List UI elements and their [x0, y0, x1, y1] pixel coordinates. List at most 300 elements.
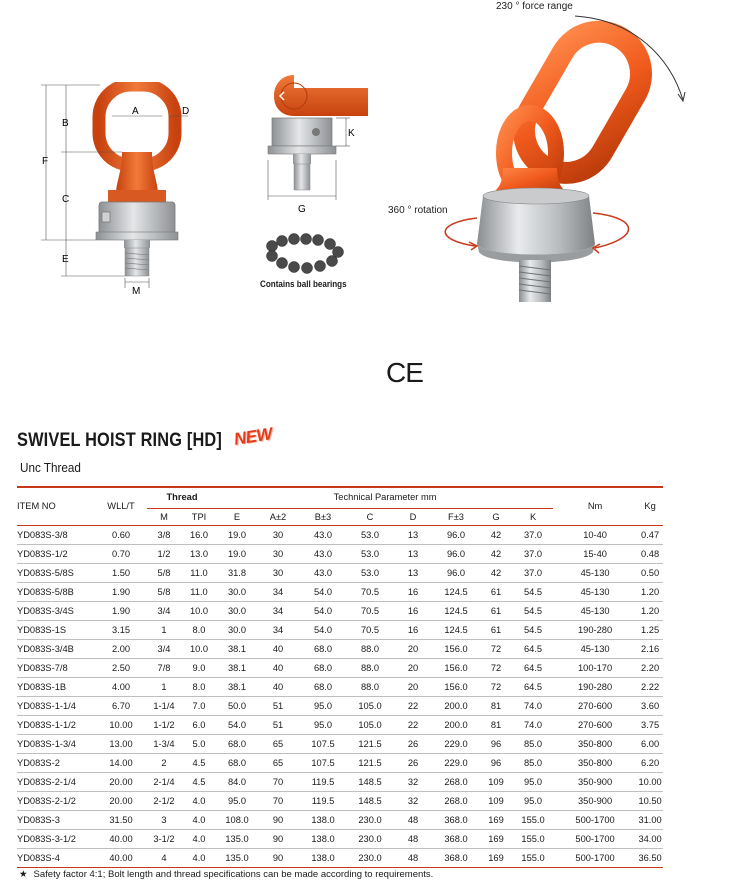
table-cell: 13 — [407, 549, 419, 559]
table-cell: 53.0 — [360, 530, 380, 540]
table-row — [17, 583, 663, 602]
table-cell: 500-1700 — [575, 834, 615, 844]
table-cell: 38.1 — [227, 663, 247, 673]
dim-a-label: A — [132, 106, 139, 117]
table-cell: 16.0 — [189, 530, 209, 540]
table-cell: 5/8 — [157, 587, 171, 597]
table-cell: 1.25 — [641, 625, 660, 635]
table-cell: 30 — [272, 549, 284, 559]
table-cell: 68.0 — [227, 758, 247, 768]
dim-f-label: F — [42, 156, 49, 167]
table-cell: 135.0 — [225, 853, 249, 863]
ball-bearings-image — [260, 232, 350, 278]
table-cell: 20 — [407, 663, 419, 673]
table-cell: 6.0 — [192, 720, 206, 730]
table-cell: YD083S-5/8S — [17, 568, 74, 578]
table-cell: 96.0 — [446, 568, 466, 578]
table-cell: YD083S-2 — [17, 758, 60, 768]
table-cell: 40 — [272, 644, 284, 654]
table-cell: 109 — [488, 777, 504, 787]
table-cell: 4.00 — [111, 682, 131, 692]
table-cell: 14.00 — [109, 758, 133, 768]
table-cell: 3 — [161, 815, 167, 825]
table-cell: 138.0 — [311, 853, 335, 863]
table-cell: 40.00 — [109, 853, 133, 863]
table-cell: 1.20 — [641, 606, 660, 616]
table-cell: 51 — [272, 701, 284, 711]
table-cell: 11.0 — [190, 587, 208, 597]
table-cell: 85.0 — [523, 758, 543, 768]
table-cell: 74.0 — [523, 701, 543, 711]
table-cell: 84.0 — [227, 777, 247, 787]
col-item-no: ITEM NO — [17, 500, 56, 511]
table-cell: 155.0 — [521, 815, 545, 825]
table-cell: 9.0 — [192, 663, 206, 673]
section-title: SWIVEL HOIST RING [HD] — [17, 430, 223, 451]
table-cell: YD083S-5/8B — [17, 587, 74, 597]
side-dimension-drawing — [262, 70, 372, 220]
table-cell: 135.0 — [225, 834, 249, 844]
table-cell: 42 — [490, 549, 502, 559]
table-cell: 155.0 — [521, 834, 545, 844]
table-cell: 38.1 — [227, 644, 247, 654]
rotation-label: 360 ° rotation — [388, 205, 448, 216]
table-cell: 34 — [272, 606, 284, 616]
table-cell: 0.50 — [641, 568, 660, 578]
table-cell: 124.5 — [444, 606, 468, 616]
table-cell: 7.0 — [192, 701, 206, 711]
table-cell: 54.0 — [227, 720, 247, 730]
table-cell: 107.5 — [311, 739, 335, 749]
table-cell: 4.0 — [192, 815, 206, 825]
table-cell: 3/4 — [157, 606, 171, 616]
table-cell: 229.0 — [444, 758, 468, 768]
table-cell: 10.00 — [109, 720, 133, 730]
table-cell: 124.5 — [444, 587, 468, 597]
table-cell: 13.00 — [109, 739, 133, 749]
table-cell: 95.0 — [227, 796, 247, 806]
table-cell: 1 — [161, 682, 167, 692]
table-cell: 7/8 — [157, 663, 171, 673]
new-badge: NEW — [232, 424, 274, 449]
table-cell: 96 — [490, 739, 502, 749]
table-cell: 2.22 — [641, 682, 660, 692]
table-cell: 13.0 — [189, 549, 209, 559]
table-cell: 64.5 — [523, 663, 543, 673]
col-k: K — [529, 512, 537, 522]
table-row — [17, 659, 663, 678]
table-cell: 90 — [272, 853, 284, 863]
table-cell: YD083S-1-1/4 — [17, 701, 76, 711]
table-cell: 30.0 — [227, 625, 247, 635]
table-cell: 1.90 — [111, 606, 131, 616]
table-cell: YD083S-1B — [17, 682, 67, 692]
table-cell: 1-1/2 — [153, 720, 175, 730]
table-cell: 54.0 — [313, 625, 333, 635]
table-cell: 54.5 — [523, 587, 543, 597]
table-cell: 10.00 — [638, 777, 662, 787]
table-row — [17, 735, 663, 754]
table-cell: 90 — [272, 815, 284, 825]
table-cell: 48 — [407, 853, 419, 863]
table-cell: 148.5 — [358, 777, 382, 787]
table-cell: 5.0 — [192, 739, 206, 749]
table-cell: 45-130 — [580, 568, 610, 578]
table-cell: 4.5 — [192, 758, 206, 768]
table-cell: 26 — [407, 758, 419, 768]
table-cell: 65 — [272, 758, 284, 768]
col-thread: Thread — [147, 486, 217, 509]
table-cell: 45-130 — [580, 587, 610, 597]
table-cell: 43.0 — [313, 530, 333, 540]
table-cell: 51 — [272, 720, 284, 730]
table-cell: 32 — [407, 777, 419, 787]
table-cell: 2-1/4 — [153, 777, 175, 787]
table-cell: 229.0 — [444, 739, 468, 749]
table-cell: 4 — [161, 853, 167, 863]
table-cell: YD083S-2-1/2 — [17, 796, 76, 806]
table-cell: 148.5 — [358, 796, 382, 806]
table-cell: 70.5 — [360, 587, 380, 597]
table-cell: 37.0 — [523, 549, 543, 559]
dim-e-label: E — [62, 254, 69, 265]
table-row — [17, 545, 663, 564]
table-cell: 38.1 — [227, 682, 247, 692]
table-cell: 74.0 — [523, 720, 543, 730]
table-cell: 20.00 — [109, 796, 133, 806]
dim-k-label: K — [348, 128, 355, 139]
table-row — [17, 830, 663, 849]
table-cell: 368.0 — [444, 834, 468, 844]
table-cell: 2 — [161, 758, 167, 768]
table-cell: 108.0 — [225, 815, 249, 825]
table-cell: 107.5 — [311, 758, 335, 768]
table-cell: 3.60 — [641, 701, 660, 711]
table-cell: 22 — [407, 720, 419, 730]
table-cell: 42 — [490, 568, 502, 578]
table-cell: 6.70 — [111, 701, 131, 711]
table-cell: 190-280 — [578, 682, 613, 692]
table-cell: 230.0 — [358, 853, 382, 863]
table-cell: 1-3/4 — [153, 739, 175, 749]
table-cell: 43.0 — [313, 568, 333, 578]
table-row — [17, 621, 663, 640]
table-cell: 48 — [407, 815, 419, 825]
table-cell: 4.5 — [192, 777, 206, 787]
table-cell: 156.0 — [444, 663, 468, 673]
col-f: F±3 — [448, 512, 464, 522]
table-cell: 54.0 — [313, 606, 333, 616]
dim-b-label: B — [62, 118, 69, 129]
table-cell: YD083S-3 — [17, 815, 60, 825]
table-cell: 95.0 — [313, 720, 333, 730]
table-cell: 4.0 — [192, 796, 206, 806]
table-cell: 190-280 — [578, 625, 613, 635]
table-cell: 1 — [161, 625, 167, 635]
table-cell: 70.5 — [360, 625, 380, 635]
table-cell: 34 — [272, 625, 284, 635]
col-kg: Kg — [644, 500, 656, 511]
table-cell: YD083S-4 — [17, 853, 60, 863]
table-cell: 1/2 — [157, 549, 171, 559]
table-cell: 65 — [272, 739, 284, 749]
table-cell: 2.20 — [641, 663, 660, 673]
table-cell: 30 — [272, 568, 284, 578]
table-row — [17, 602, 663, 621]
table-cell: 230.0 — [358, 815, 382, 825]
table-cell: YD083S-3/4B — [17, 644, 74, 654]
table-cell: 119.5 — [311, 777, 335, 787]
table-cell: 90 — [272, 834, 284, 844]
table-cell: 169 — [488, 834, 504, 844]
col-c: C — [366, 512, 374, 522]
table-cell: 40 — [272, 663, 284, 673]
table-cell: 31.00 — [638, 815, 662, 825]
force-range-label: 230 ° force range — [496, 1, 573, 12]
table-cell: 2-1/2 — [153, 796, 175, 806]
table-cell: 5/8 — [157, 568, 171, 578]
table-cell: 1.50 — [111, 568, 131, 578]
col-b: B±3 — [314, 512, 332, 522]
table-row — [17, 849, 663, 868]
table-cell: 81 — [490, 720, 502, 730]
table-cell: 61 — [490, 625, 502, 635]
table-cell: 368.0 — [444, 853, 468, 863]
table-cell: 70 — [272, 777, 284, 787]
table-cell: 20 — [407, 644, 419, 654]
table-cell: 0.48 — [641, 549, 660, 559]
table-row — [17, 678, 663, 697]
table-cell: 105.0 — [358, 701, 382, 711]
table-row — [17, 526, 663, 545]
spec-table-body — [17, 526, 663, 868]
table-cell: 13 — [407, 530, 419, 540]
table-cell: 45-130 — [580, 644, 610, 654]
table-cell: 138.0 — [311, 815, 335, 825]
table-cell: 16 — [407, 606, 419, 616]
table-row — [17, 697, 663, 716]
table-cell: 124.5 — [444, 625, 468, 635]
table-cell: YD083S-3/8 — [17, 530, 68, 540]
table-cell: 121.5 — [358, 758, 382, 768]
table-cell: 26 — [407, 739, 419, 749]
table-cell: 10-40 — [583, 530, 607, 540]
table-cell: 64.5 — [523, 682, 543, 692]
table-cell: 156.0 — [444, 644, 468, 654]
table-cell: 4.0 — [192, 834, 206, 844]
table-cell: 8.0 — [192, 625, 206, 635]
table-cell: 95.0 — [313, 701, 333, 711]
table-cell: YD083S-1/2 — [17, 549, 68, 559]
table-cell: 200.0 — [444, 720, 468, 730]
table-cell: 13 — [407, 568, 419, 578]
table-cell: 72 — [490, 663, 502, 673]
table-cell: 0.70 — [111, 549, 131, 559]
product-photo — [425, 8, 705, 308]
table-cell: 95.0 — [523, 777, 543, 787]
table-cell: 61 — [490, 606, 502, 616]
table-row — [17, 792, 663, 811]
table-cell: 48 — [407, 834, 419, 844]
table-cell: 81 — [490, 701, 502, 711]
table-cell: 2.50 — [111, 663, 131, 673]
table-cell: 6.00 — [641, 739, 660, 749]
col-wll: WLL/T — [107, 500, 135, 511]
table-cell: 268.0 — [444, 777, 468, 787]
table-cell: 3/8 — [157, 530, 171, 540]
table-cell: 3/4 — [157, 644, 171, 654]
table-cell: 70.5 — [360, 606, 380, 616]
dim-g-label: G — [298, 204, 306, 215]
table-cell: 169 — [488, 815, 504, 825]
table-cell: 3.15 — [111, 625, 131, 635]
table-row — [17, 716, 663, 735]
table-cell: 16 — [407, 587, 419, 597]
col-m: M — [160, 512, 168, 522]
table-cell: 30.0 — [227, 587, 247, 597]
table-cell: 85.0 — [523, 739, 543, 749]
table-cell: 37.0 — [523, 530, 543, 540]
table-cell: 54.5 — [523, 625, 543, 635]
table-cell: YD083S-7/8 — [17, 663, 68, 673]
table-cell: 88.0 — [360, 682, 380, 692]
table-cell: 11.0 — [190, 568, 208, 578]
table-cell: 45-130 — [580, 606, 610, 616]
table-cell: 500-1700 — [575, 853, 615, 863]
ce-mark: CE — [386, 357, 423, 388]
col-tech-param: Technical Parameter mm — [217, 486, 553, 509]
table-cell: YD083S-2-1/4 — [17, 777, 76, 787]
col-nm: Nm — [587, 500, 603, 511]
table-cell: 54.0 — [313, 587, 333, 597]
table-cell: 37.0 — [523, 568, 543, 578]
table-cell: 350-900 — [578, 796, 613, 806]
table-cell: 0.47 — [641, 530, 660, 540]
footer-note — [19, 869, 433, 880]
table-cell: 53.0 — [360, 549, 380, 559]
table-row — [17, 773, 663, 792]
table-cell: 1.20 — [641, 587, 660, 597]
col-a: A±2 — [269, 512, 287, 522]
table-row — [17, 640, 663, 659]
table-cell: 105.0 — [358, 720, 382, 730]
table-cell: 230.0 — [358, 834, 382, 844]
table-cell: YD083S-1-3/4 — [17, 739, 76, 749]
table-cell: 138.0 — [311, 834, 335, 844]
dim-d-label: D — [182, 106, 190, 117]
table-cell: 1.90 — [111, 587, 131, 597]
table-cell: 68.0 — [313, 663, 333, 673]
table-cell: 3.75 — [641, 720, 660, 730]
table-cell: 30.0 — [227, 606, 247, 616]
table-cell: 22 — [407, 701, 419, 711]
table-cell: 10.0 — [189, 644, 209, 654]
table-cell: 2.00 — [111, 644, 131, 654]
footer-note-text: Safety factor 4:1; Bolt length and thread specifications can be made according to requirements. — [33, 869, 434, 880]
table-cell: 109 — [488, 796, 504, 806]
table-cell: 95.0 — [523, 796, 543, 806]
dim-m-label: M — [132, 286, 141, 297]
table-cell: 31.50 — [109, 815, 133, 825]
star-icon: ★ — [19, 869, 28, 880]
table-cell: 34.00 — [638, 834, 662, 844]
table-row — [17, 564, 663, 583]
table-cell: 70 — [272, 796, 284, 806]
table-cell: 31.8 — [227, 568, 247, 578]
dim-c-label: C — [62, 194, 70, 205]
table-row — [17, 754, 663, 773]
table-cell: 2.16 — [641, 644, 660, 654]
table-cell: 350-800 — [578, 758, 613, 768]
spec-table — [17, 486, 663, 868]
table-cell: 270-600 — [578, 701, 613, 711]
table-cell: 68.0 — [227, 739, 247, 749]
table-cell: 30 — [272, 530, 284, 540]
table-cell: 8.0 — [192, 682, 206, 692]
table-cell: 350-800 — [578, 739, 613, 749]
table-cell: 200.0 — [444, 701, 468, 711]
table-cell: 155.0 — [521, 853, 545, 863]
table-cell: 500-1700 — [575, 815, 615, 825]
table-cell: 270-600 — [578, 720, 613, 730]
table-cell: 10.0 — [189, 606, 209, 616]
front-dimension-drawing — [36, 82, 206, 302]
table-cell: 96.0 — [446, 530, 466, 540]
table-cell: 40.00 — [109, 834, 133, 844]
table-cell: 61 — [490, 587, 502, 597]
table-cell: 43.0 — [313, 549, 333, 559]
table-cell: 36.50 — [638, 853, 662, 863]
col-tpi: TPI — [191, 512, 207, 522]
table-cell: 34 — [272, 587, 284, 597]
table-cell: YD083S-1-1/2 — [17, 720, 76, 730]
col-g: G — [492, 512, 500, 522]
table-cell: 119.5 — [311, 796, 335, 806]
table-cell: 20 — [407, 682, 419, 692]
table-cell: YD083S-3-1/2 — [17, 834, 76, 844]
table-cell: 368.0 — [444, 815, 468, 825]
table-cell: 169 — [488, 853, 504, 863]
table-cell: 268.0 — [444, 796, 468, 806]
col-d: D — [409, 512, 417, 522]
table-cell: YD083S-3/4S — [17, 606, 74, 616]
table-cell: 100-170 — [578, 663, 613, 673]
table-cell: 40 — [272, 682, 284, 692]
table-cell: 64.5 — [523, 644, 543, 654]
table-cell: YD083S-1S — [17, 625, 67, 635]
table-cell: 121.5 — [358, 739, 382, 749]
table-cell: 3-1/2 — [153, 834, 175, 844]
table-cell: 1-1/4 — [153, 701, 175, 711]
table-cell: 19.0 — [227, 530, 247, 540]
table-cell: 72 — [490, 644, 502, 654]
table-cell: 96.0 — [446, 549, 466, 559]
col-e: E — [233, 512, 241, 522]
table-cell: 88.0 — [360, 644, 380, 654]
table-cell: 32 — [407, 796, 419, 806]
table-cell: 88.0 — [360, 663, 380, 673]
table-cell: 350-900 — [578, 777, 613, 787]
table-cell: 96 — [490, 758, 502, 768]
table-cell: 20.00 — [109, 777, 133, 787]
table-cell: 68.0 — [313, 682, 333, 692]
table-row — [17, 811, 663, 830]
table-cell: 6.20 — [641, 758, 660, 768]
table-cell: 42 — [490, 530, 502, 540]
table-cell: 50.0 — [227, 701, 247, 711]
table-cell: 53.0 — [360, 568, 380, 578]
table-cell: 54.5 — [523, 606, 543, 616]
